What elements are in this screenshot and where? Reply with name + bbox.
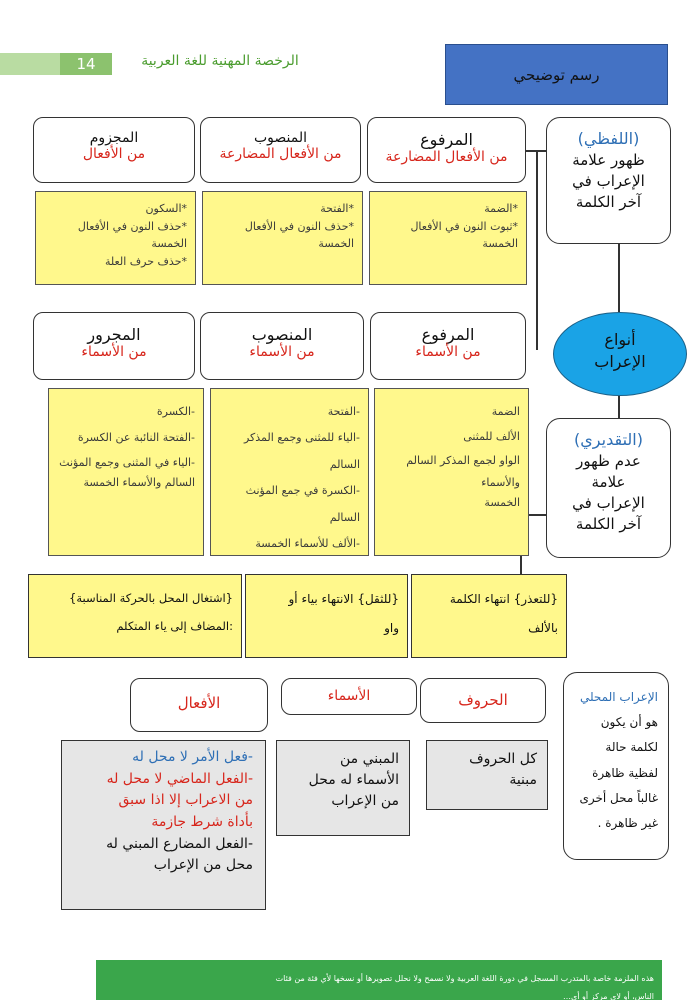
- lafzi-box: [546, 117, 671, 244]
- asmaa-box: [276, 740, 410, 836]
- taqdiri-box: [546, 418, 671, 558]
- afaal-box: [61, 740, 266, 910]
- connector-lafzi-horizontal: [526, 150, 546, 152]
- noun-majroor-subtitle: من الأسماء: [81, 344, 147, 360]
- reason-thiql-line-1: {للثقل} الانتهاء بياء أو: [288, 592, 399, 606]
- types-line-1: أنواع: [604, 330, 636, 349]
- noun-mansoob-subtitle: من الأسماء: [249, 344, 315, 360]
- huroof-box: [426, 740, 548, 810]
- verb-marfoo-sign-2: *ثبوت النون في الأفعال: [410, 219, 518, 233]
- noun-marfoo-signs: [374, 388, 529, 556]
- noun-majroor-box: [33, 312, 195, 380]
- reason-ishtighal-box: [28, 574, 242, 658]
- footer-line-1: هذه الملزمة خاصة بالمتدرب المسجل في دورة اللغة العربية ولا نسمح ولا نحلل تصويرها أو نسخها لأي فئة من فئات: [275, 974, 654, 983]
- diagram-label-box: [445, 44, 668, 105]
- verb-marfoo-sign-1: *الضمة: [484, 202, 518, 215]
- mahali-line-4: غالباً محل أخرى: [579, 790, 658, 805]
- noun-mansoob-sign-1: -الفتحة: [327, 405, 360, 418]
- taqdiri-line-1: عدم ظهور: [576, 452, 641, 471]
- noun-mansoob-title: المنصوب: [251, 325, 313, 344]
- verb-marfoo-subtitle: من الأفعال المضارعة: [385, 149, 508, 165]
- asmaa-line-1: المبني من: [340, 751, 399, 767]
- verb-majzoom-subtitle: من الأفعال: [82, 146, 146, 162]
- noun-marfoo-sign-1: الضمة: [491, 405, 520, 418]
- reason-taazzur-line-2: بالألف: [528, 620, 558, 635]
- reason-thiql-box: [245, 574, 408, 658]
- verb-marfoo-title: المرفوع: [420, 130, 473, 149]
- noun-mansoob-sign-4: -الألف للأسماء الخمسة: [255, 536, 360, 550]
- category-huroof-label: الحروف: [458, 691, 508, 709]
- afaal-mudari-1: -الفعل المضارع المبني له: [106, 835, 253, 852]
- asmaa-line-2: الأسماء له محل: [308, 772, 399, 788]
- noun-mansoob-sign-2: -الياء للمثنى وجمع المذكر السالم: [243, 431, 360, 471]
- noun-mansoob-signs: [210, 388, 369, 556]
- types-line-2: الإعراب: [594, 351, 646, 371]
- noun-mansoob-sign-3: -الكسرة في جمع المؤنث السالم: [245, 484, 360, 524]
- connector-types-taqdiri: [618, 396, 620, 418]
- taqdiri-line-2: علامة: [591, 473, 626, 492]
- verb-mansoob-subtitle: من الأفعال المضارعة: [219, 146, 342, 162]
- mahali-line-3: لفظية ظاهرة: [592, 765, 658, 780]
- mahali-box: [563, 672, 669, 860]
- verb-majzoom-sign-3: *حذف حرف العلة: [105, 254, 187, 268]
- types-ellipse: [553, 312, 687, 396]
- diagram-label: رسم توضيحي: [513, 66, 600, 84]
- verb-marfoo-box: [367, 117, 526, 183]
- reason-thiql-line-2: واو: [384, 620, 399, 635]
- afaal-amr: -فعل الأمر لا محل له: [132, 749, 253, 765]
- huroof-line-1: كل الحروف: [469, 751, 537, 767]
- verb-mansoob-box: [200, 117, 361, 183]
- page-title: الرخصة المهنية للغة العربية: [141, 53, 299, 69]
- noun-marfoo-sign-4: الخمسة: [484, 495, 520, 509]
- reason-taazzur-line-1: {للتعذر} انتهاء الكلمة: [449, 592, 558, 606]
- mahali-line-1: هو أن يكون: [600, 715, 658, 730]
- lafzi-line-3: آخر الكلمة: [575, 193, 642, 212]
- taqdiri-line-3: الإعراب في: [572, 494, 645, 513]
- verb-majzoom-signs: [35, 191, 196, 285]
- reason-ishtighal-line-1: {اشتغال المحل بالحركة المناسبة}: [69, 591, 233, 605]
- noun-majroor-sign-2: -الفتحة النائبة عن الكسرة: [77, 431, 195, 445]
- verb-mansoob-sign-1: *الفتحة: [320, 202, 354, 215]
- noun-majroor-sign-4: السالم والأسماء الخمسة: [83, 475, 195, 489]
- noun-marfoo-box: [370, 312, 526, 380]
- mahali-title: الإعراب المحلي: [579, 690, 658, 704]
- noun-majroor-signs: [48, 388, 204, 556]
- footer-line-2: الناس، أو لاي مركز أو أي…: [563, 991, 654, 1000]
- lafzi-title: (اللفظي): [577, 129, 640, 148]
- huroof-line-2: مبنية: [509, 772, 537, 788]
- noun-marfoo-subtitle: من الأسماء: [415, 344, 481, 360]
- afaal-madi-3: بأداة شرط جازمة: [151, 814, 253, 831]
- taqdiri-line-4: آخر الكلمة: [575, 515, 642, 534]
- reason-taazzur-box: [411, 574, 567, 658]
- verb-mansoob-title: المنصوب: [253, 130, 308, 146]
- afaal-madi-1: -الفعل الماضي لا محل له: [106, 770, 253, 787]
- category-asmaa: [281, 678, 417, 715]
- reason-ishtighal-line-2: :المضاف إلى ياء المتكلم: [116, 618, 233, 633]
- mahali-line-5: غير ظاهرة .: [597, 815, 658, 830]
- afaal-madi-2: من الاعراب إلا اذا سبق: [118, 792, 253, 809]
- taqdiri-title: (التقديري): [574, 430, 643, 449]
- verb-mansoob-sign-3: الخمسة: [318, 237, 354, 251]
- category-huroof: [420, 678, 546, 723]
- verb-marfoo-signs: [369, 191, 527, 285]
- verb-majzoom-title: المجزوم: [89, 130, 139, 146]
- lafzi-line-1: ظهور علامة: [572, 151, 645, 170]
- noun-mansoob-box: [200, 312, 364, 380]
- category-afaal-label: الأفعال: [177, 694, 221, 712]
- category-afaal: [130, 678, 268, 732]
- page-number-text: 14: [76, 55, 96, 73]
- noun-marfoo-sign-3: الواو لجمع المذكر السالم والأسماء: [406, 453, 520, 489]
- verb-majzoom-sign-2: *حذف النون في الأفعال الخمسة: [77, 219, 187, 251]
- verb-mansoob-sign-2: *حذف النون في الأفعال: [244, 219, 354, 233]
- noun-majroor-title: المجرور: [87, 325, 141, 344]
- connector-lafzi-vertical: [536, 150, 538, 350]
- noun-majroor-sign-3: -الياء في المثنى وجمع المؤنث: [59, 455, 195, 469]
- verb-majzoom-box: [33, 117, 195, 183]
- lafzi-line-2: الإعراب في: [572, 172, 645, 191]
- asmaa-line-3: من الإعراب: [331, 793, 399, 809]
- mahali-line-2: لكلمة حالة: [605, 740, 658, 755]
- verb-mansoob-signs: [202, 191, 363, 285]
- category-asmaa-label: الأسماء: [327, 688, 371, 704]
- noun-marfoo-sign-2: الألف للمثنى: [463, 430, 520, 444]
- page-number: [60, 53, 112, 75]
- verb-majzoom-sign-1: *السكون: [145, 202, 187, 215]
- afaal-mudari-2: محل من الإعراب: [153, 857, 253, 874]
- noun-marfoo-title: المرفوع: [421, 325, 475, 344]
- noun-majroor-sign-1: -الكسرة: [156, 405, 195, 418]
- verb-marfoo-sign-3: الخمسة: [482, 237, 518, 251]
- connector-lafzi-types: [618, 244, 620, 312]
- footer-banner: [96, 960, 662, 1000]
